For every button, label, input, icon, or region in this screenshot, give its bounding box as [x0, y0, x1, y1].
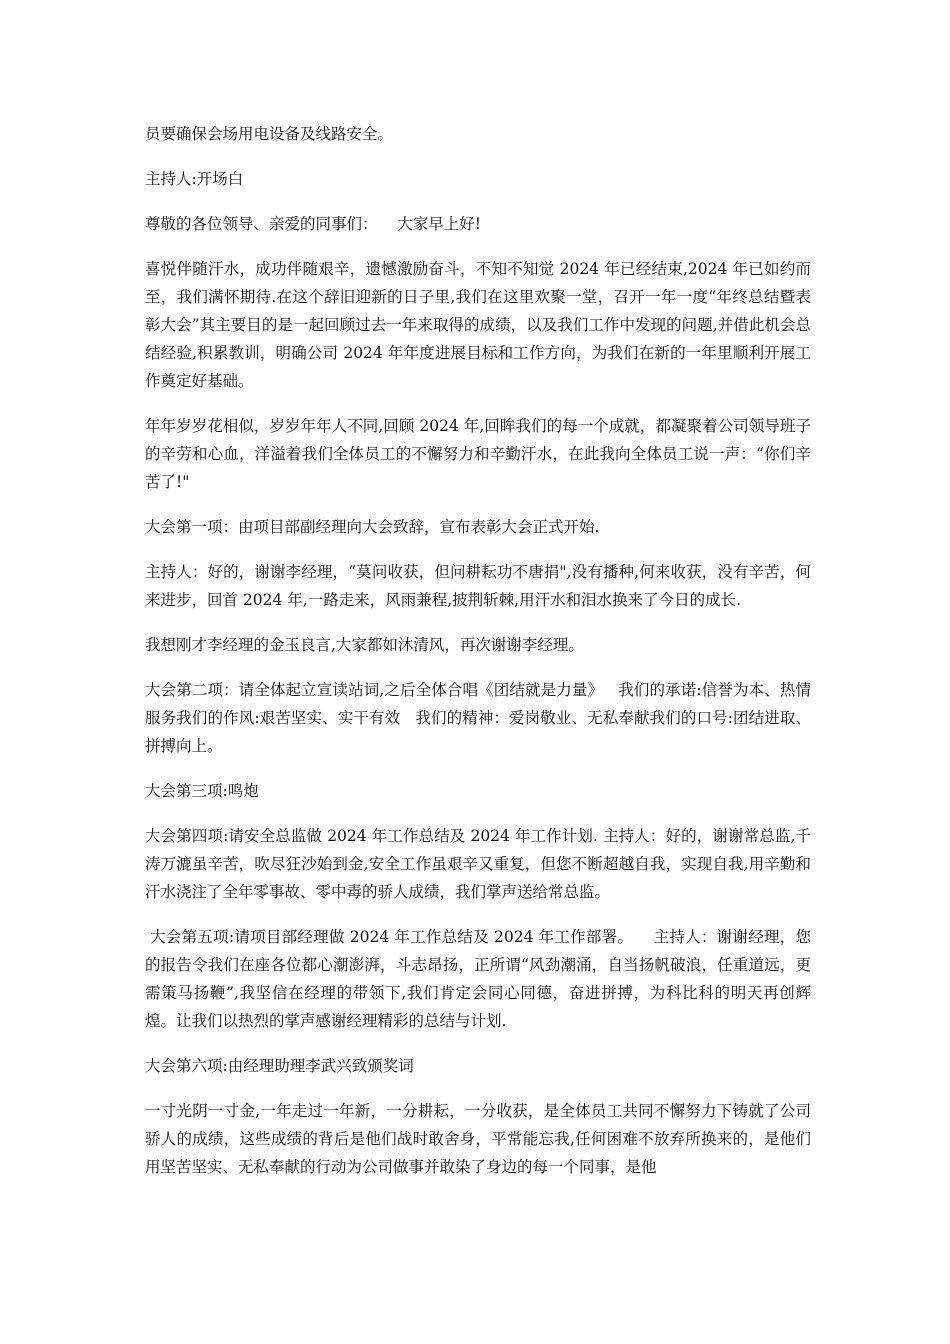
paragraph-host-opening-heading: 主持人:开场白 [145, 170, 244, 188]
paragraph-review-year: 年年岁岁花相似，岁岁年年人不同,回顾 2024 年,回眸我们的每一个成就，都凝聚着公司领导班子的辛劳和心血，洋溢着我们全体员工的不懈努力和辛勤汗水，在此我向全体员工说一声：“你们辛苦了!" [145, 417, 811, 491]
paragraph-safety-note: 员要确保会场用电设备及线路安全。 [145, 125, 394, 143]
paragraph-award-speech: 一寸光阴一寸金,一年走过一年新，一分耕耘，一分收获，是全体员工共同不懈努力下铸就了公司骄人的成绩，这些成绩的背后是他们战时敢舍身，平常能忘我,任何困难不放弃所换来的，是他们用坚苦坚实、无私奉献的行动为公司做事并敢染了身边的每一个同事，是他 [145, 1102, 811, 1176]
paragraph-thanks-manager-li: 我想刚才李经理的金玉良言,大家都如沐清风，再次谢谢李经理。 [145, 636, 584, 654]
paragraph-agenda-item-6: 大会第六项:由经理助理李武兴致颁奖词 [145, 1057, 414, 1075]
paragraph-agenda-item-5: 大会第五项:请项目部经理做 2024 年工作总结及 2024 年工作部署。 主持人：谢谢经理，您的报告令我们在座各位都心潮澎湃，斗志昂扬，正所谓“风劲潮涌，自当扬帆破浪，任重道远，更需策马扬鞭”,我坚信在经理的带领下,我们肯定会同心同德，奋进拼搏，为科比科的明天再创辉煌。让我们以热烈的掌声感谢经理精彩的总结与计划. [145, 928, 811, 1030]
paragraph-host-response-1: 主持人：好的，谢谢李经理，“莫问收获，但问耕耘功不唐捐",没有播种,何来收获，没有辛苦，何来进步，回首 2024 年,一路走来，风雨兼程,披荆斩棘,用汗水和泪水换来了今日的成长. [145, 563, 811, 609]
paragraph-greeting: 尊敬的各位领导、亲爱的同事们： 大家早上好! [145, 215, 481, 233]
paragraph-agenda-item-3: 大会第三项:鸣炮 [145, 782, 259, 800]
paragraph-agenda-item-4: 大会第四项:请安全总监做 2024 年工作总结及 2024 年工作计划. 主持人：好的，谢谢常总监,千涛万漉虽辛苦，吹尽狂沙始到金,安全工作虽艰辛又重复，但您不断超越自我，实现自我,用辛勤和汗水浇注了全年零事故、零中毒的骄人成绩，我们掌声送给常总监。 [145, 827, 811, 901]
paragraph-agenda-item-2: 大会第二项：请全体起立宣读站词,之后全体合唱《团结就是力量》 我们的承诺:信誉为本、热情服务我们的作风:艰苦坚实、实干有效 我们的精神：爱岗敬业、无私奉献我们的口号:团结进取、拼搏向上。 [145, 681, 811, 755]
document-body [145, 120, 811, 1198]
paragraph-opening-remarks: 喜悦伴随汗水，成功伴随艰辛，遗憾激励奋斗，不知不知觉 2024 年已经结束,2024 年已如约而至，我们满怀期待.在这个辞旧迎新的日子里,我们在这里欢聚一堂，召开一年一度“年终总结暨表彰大会”其主要目的是一起回顾过去一年来取得的成绩，以及我们工作中发现的问题,并借此机会总结经验,积累教训，明确公司 2024 年年度进展目标和工作方向，为我们在新的一年里顺利开展工作奠定好基础。 [145, 260, 811, 390]
paragraph-agenda-item-1: 大会第一项：由项目部副经理向大会致辞，宣布表彰大会正式开始. [145, 518, 600, 536]
